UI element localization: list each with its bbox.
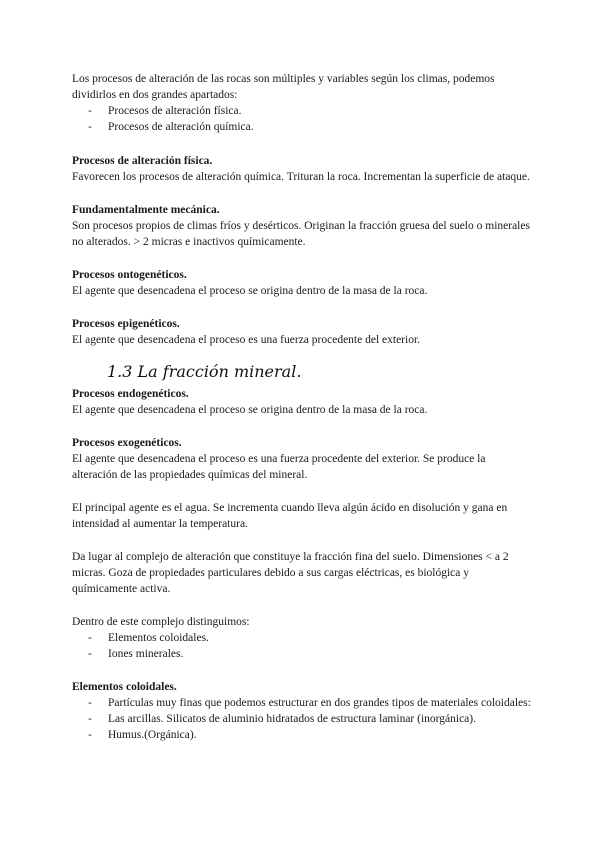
paragraph-mecanica: Son procesos propios de climas fríos y desérticos. Originan la fracción gruesa del suelo o minerales no alterados. > 2 micras e inactivos químicamente. [72, 220, 530, 248]
bullet-dash: - [88, 121, 92, 133]
bullet-dash: - [88, 729, 92, 741]
list-item: - Elementos coloidales. [88, 632, 209, 644]
heading-coloidales: Elementos coloidales. [72, 681, 177, 693]
paragraph-ontogeneticos: El agente que desencadena el proceso se origina dentro de la masa de la roca. [72, 285, 428, 297]
bullet-dash: - [88, 713, 92, 725]
section-title: 1.3 La fracción mineral. [107, 362, 302, 381]
bullet-dash: - [88, 697, 92, 709]
intro-list [72, 103, 532, 135]
heading-epigeneticos: Procesos epigenéticos. [72, 318, 180, 330]
heading-exogeneticos: Procesos exogenéticos. [72, 437, 182, 449]
list-item: - Partículas muy finas que podemos estructurar en dos grandes tipos de materiales coloidales: [88, 697, 531, 709]
paragraph-agua: El principal agente es el agua. Se incrementa cuando lleva algún ácido en disolución y gana en intensidad al aumentar la temperatura. [72, 502, 508, 530]
paragraph-endogeneticos: El agente que desencadena el proceso se origina dentro de la masa de la roca. [72, 404, 428, 416]
bullet-dash: - [88, 105, 92, 117]
intro-paragraph: Los procesos de alteración de las rocas son múltiples y variables según los climas, podemos dividirlos en dos grandes apartados: [72, 73, 495, 101]
list-item: - Humus.(Orgánica). [88, 729, 197, 741]
bullet-dash: - [88, 632, 92, 644]
list-item: - Iones minerales. [88, 648, 184, 660]
paragraph-exogeneticos: El agente que desencadena el proceso es una fuerza procedente del exterior. Se produce la alteración de las propiedades químicas del mineral. [72, 453, 486, 481]
paragraph-fisica: Favorecen los procesos de alteración química. Trituran la roca. Incrementan la superficie de ataque. [72, 171, 530, 183]
heading-ontogeneticos: Procesos ontogenéticos. [72, 269, 187, 281]
coloidales-list [72, 695, 532, 743]
paragraph-complejo: Da lugar al complejo de alteración que constituye la fracción fina del suelo. Dimensiones < a 2 micras. Goza de propiedades particulares debido a sus cargas eléctricas, es biológica y químicamente activa. [72, 551, 509, 595]
document-body [72, 71, 532, 743]
list-item: - Las arcillas. Silicatos de aluminio hidratados de estructura laminar (inorgánica). [88, 713, 476, 725]
list-item: - Procesos de alteración física. [88, 105, 242, 117]
heading-endogeneticos: Procesos endogenéticos. [72, 388, 189, 400]
heading-mecanica: Fundamentalmente mecánica. [72, 204, 220, 216]
paragraph-distinguimos: Dentro de este complejo distinguimos: [72, 616, 250, 628]
paragraph-epigeneticos: El agente que desencadena el proceso es una fuerza procedente del exterior. [72, 334, 421, 346]
bullet-dash: - [88, 648, 92, 660]
heading-fisica: Procesos de alteración física. [72, 155, 213, 167]
distinguimos-list [72, 630, 532, 662]
list-item: - Procesos de alteración química. [88, 121, 254, 133]
